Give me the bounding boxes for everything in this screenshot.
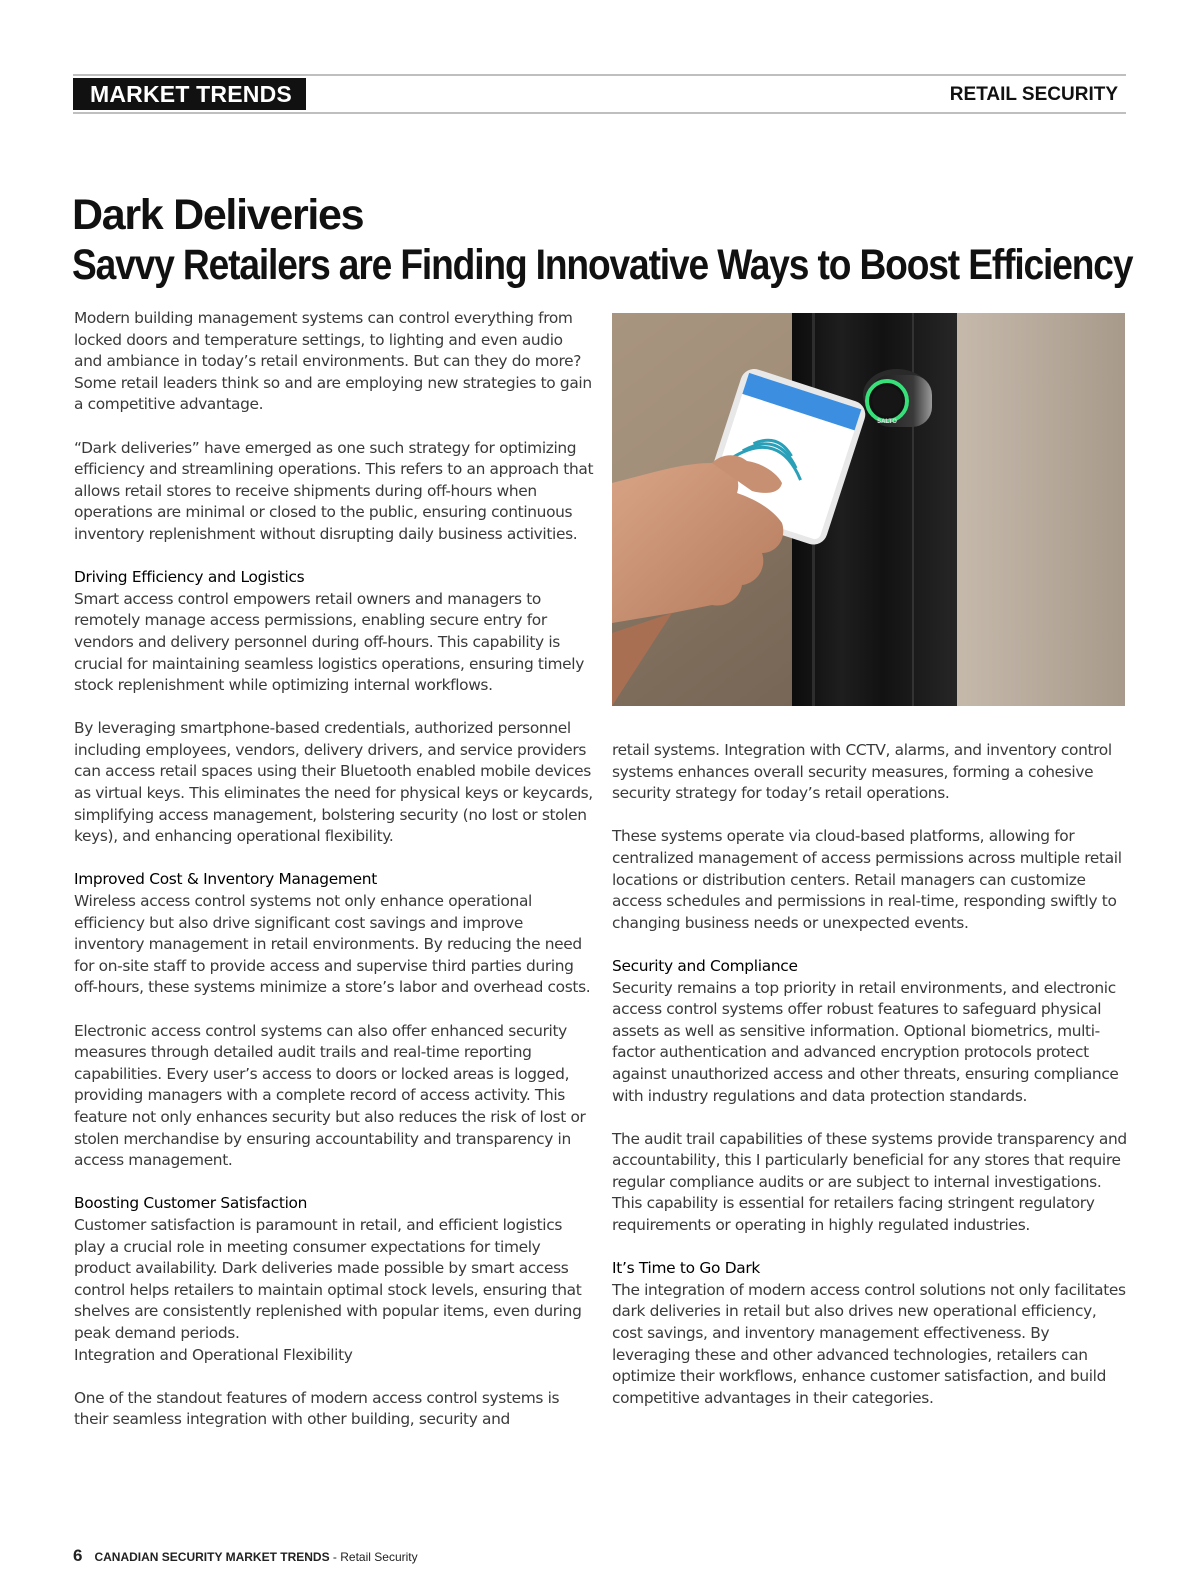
subheading-cost-inventory: Improved Cost & Inventory Management [74,870,377,889]
subheading-customer-satisfaction: Boosting Customer Satisfaction [74,1194,308,1213]
paragraph: Modern building management systems can control everything from locked doors and temperature settings, to lighting and even audio and ambiance in today’s retail environments. But can they do more? Some retail leaders think so and are employing new strategies to gain a competitive advantage. [74,309,592,414]
section-header-bar [73,74,1126,114]
paragraph: Smart access control empowers retail owners and managers to remotely manage access permissions, enabling secure entry for vendors and delivery personnel during off-hours. This capability is crucial for maintaining seamless logistics operations, ensuring timely stock replenishment while optimizing internal workflows. [74,589,584,695]
page-number: 6 [73,1546,83,1565]
paragraph: Customer satisfaction is paramount in retail, and efficient logistics play a crucial role in meeting consumer expectations for timely product availability. Dark deliveries made possible by smart access control helps retailers to maintain optimal stock levels, ensuring that shelves are consistently replenished with popular items, even during peak demand periods. [74,1215,582,1342]
section-tag: MARKET TRENDS [73,78,306,110]
paragraph: retail systems. Integration with CCTV, alarms, and inventory control systems enhances overall security measures, forming a cohesive security strategy for today’s retail operations. [612,741,1112,803]
article-title-line1: Dark Deliveries [72,191,364,239]
section-label-right: RETAIL SECURITY [949,84,1118,105]
page-footer [73,1546,418,1566]
article-title [72,190,1142,290]
paragraph: Electronic access control systems can also offer enhanced security measures through detailed audit trails and real-time reporting capabilities. Every user’s access to doors or locked areas is logged, providing managers with a complete record of access activity. This feature not only enhances security but also reduces the risk of lost or stolen merchandise by ensuring accountability and transparency in access management. [74,1021,586,1170]
subheading-time-to-go-dark: It’s Time to Go Dark [612,1259,761,1278]
paragraph: These systems operate via cloud-based platforms, allowing for centralized management of access permissions across multiple retail locations or distribution centers. Retail managers can customize access schedules and permissions in real-time, responding swiftly to changing business needs or unexpected events. [612,827,1122,932]
smart-lock-photo [612,313,1125,706]
footer-section: - Retail Security [329,1550,418,1564]
integration-subheading: Integration and Operational Flexibility [74,1345,353,1364]
right-column [612,740,1128,1431]
paragraph: The audit trail capabilities of these systems provide transparency and accountability, this I particularly beneficial for any stores that require regular compliance audits or are subject to internal investigations. This capability is essential for retailers facing stringent regulatory requirements or operating in highly regulated industries. [612,1129,1127,1235]
paragraph: “Dark deliveries” have emerged as one such strategy for optimizing efficiency and streamlining operations. This refers to an approach that allows retail stores to receive shipments during off-hours when operations are minimal or closed to the public, ensuring continuous inventory replenishment without disrupting daily business activities. [74,438,594,543]
paragraph: The integration of modern access control solutions not only facilitates dark deliveries in retail but also drives new operational efficiency, cost savings, and inventory management effectiveness. By leveraging these and other advanced technologies, retailers can optimize their workflows, enhance customer satisfaction, and build competitive advantages in their categories. [612,1280,1126,1407]
subheading-security-compliance: Security and Compliance [612,956,798,975]
lock-brand-label: SALTO [877,419,897,425]
paragraph: By leveraging smartphone-based credentials, authorized personnel including employees, vendors, delivery drivers, and service providers can access retail spaces using their Bluetooth enabled mobile devices as virtual keys. This eliminates the need for physical keys or keycards, simplifying access management, bolstering security (no lost or stolen keys), and enhancing operational flexibility. [74,719,593,846]
article-title-line2: Savvy Retailers are Finding Innovative Ways to Boost Efficiency [72,241,1133,289]
left-column [74,308,594,1452]
publication-name: CANADIAN SECURITY MARKET TRENDS [94,1550,330,1564]
paragraph: Security remains a top priority in retail environments, and electronic access control systems offer robust features to safeguard physical assets as well as sensitive information. Optional biometrics, multi-factor authentication and advanced encryption protocols protect against unauthorized access and other threats, ensuring compliance with industry regulations and data protection standards. [612,978,1119,1105]
subheading-driving-efficiency: Driving Efficiency and Logistics [74,568,305,587]
paragraph: Wireless access control systems not only enhance operational efficiency but also drive significant cost savings and improve inventory management in retail environments. By reducing the need for on-site staff to provide access and supervise third parties during off-hours, these systems minimize a store’s labor and overhead costs. [74,892,591,997]
paragraph: One of the standout features of modern access control systems is their seamless integration with other building, security and [74,1388,560,1429]
